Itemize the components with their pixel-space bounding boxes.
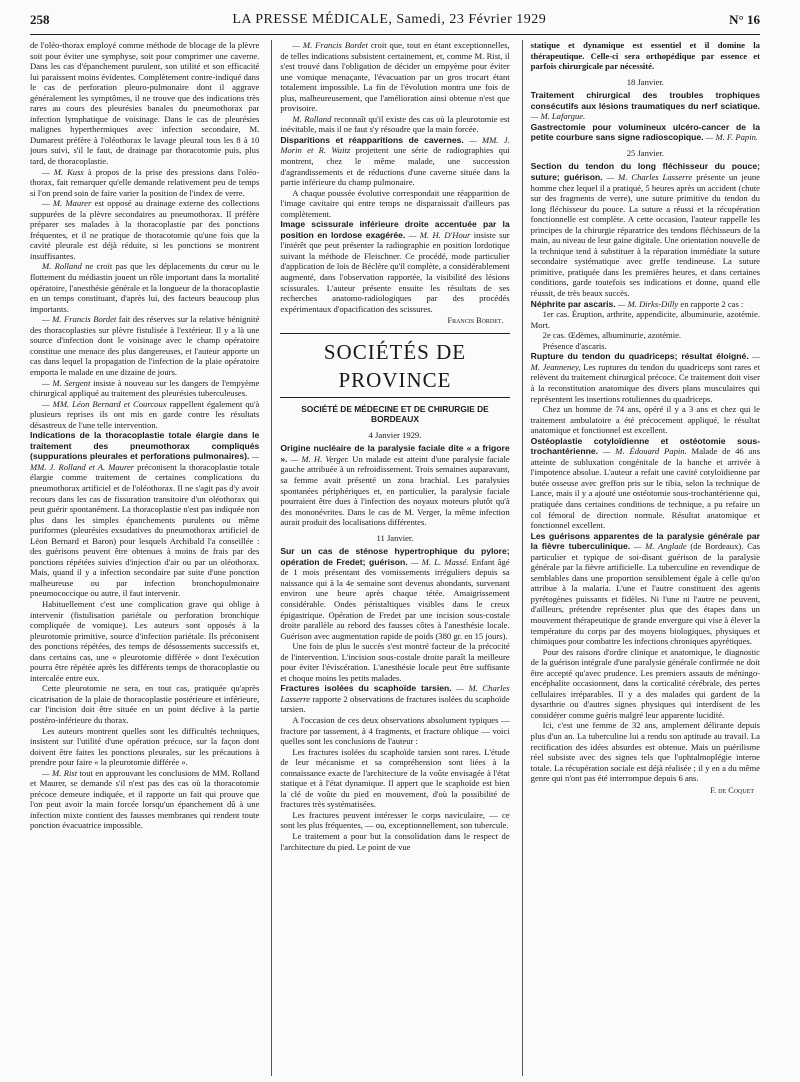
paragraph-text: présente un jeune homme chez lequel il a pratiqué, 5 heures après un accident (chute sur des fragments de verre), une suture primitive du tendon du long fléchisseur du pouce. La suture a réussi et la récupération fonctionnelle est complète. A cette occasion, l'auteur rappelle les principes de la chirurgie réparatrice des tendons fléchisseurs de la main, au niveau de leur gaine digitale. Une orientation nouvelle de la technique tend à substituer à la réparation immédiate la suture secondaire systématique avec greffe tendineuse. La suture primitive, pratiquée dans les premières heures, et dans certaines conditions, garde toutefois ses indications et donne, quand elle réussit, de très beaux succès. <box>530 172 760 299</box>
paragraph-text: 2e cas. Œdèmes, albuminurie, azotémie. <box>542 330 682 341</box>
paragraph-text: Les ruptures du tendon du quadriceps sont rares et relèvent du traitement chirurgical précoce. Ce traitement doit viser à la reconstitution anatomique des divers plans musculaires qui représentent les insertions rotuliennes du quadriceps. <box>530 361 760 404</box>
session-date: 4 Janvier 1929. <box>368 429 422 440</box>
author-names: — MM. J. Morin et R. Waitz <box>280 134 510 156</box>
paragraph <box>531 40 760 72</box>
paragraph-text: à propos de la prise des pressions dans l'oléo-thorax, fait remarquer qu'elle demande relativement peu de temps si l'on prend soin de faire varier la position de l'index de verre. <box>30 166 260 198</box>
paragraph-text: statique et dynamique est essentiel et il domine la thérapeutique. Celle-ci sera orthopédique par essence et parfois chirurgicale par nécessité. <box>530 40 760 72</box>
paragraph <box>280 40 509 114</box>
author-names: M. Rolland <box>42 261 82 272</box>
communication-title: Gastrectomie pour volumineux ulcéro-cancer de la petite courbure sans signe radioscopique. <box>530 121 760 143</box>
author-names: — M. H. Verger. <box>287 453 350 464</box>
author-names: — M. Sergent <box>42 377 91 388</box>
communication-paragraph <box>531 299 760 310</box>
paragraph-text: de l'oléo-thorax employé comme méthode de blocage de la plèvre soit pour éviter une symphyse, soit pour comprimer une caverne. Dans les cas d'épanchement purulent, son utilité et son efficacité lui paraissent moins évidentes. Complètement contre-indiqué dans le cas de perforation pleuro-pulmonaire dont il aggrave généralement les symptômes, il ne trouve que des indications très rares au cours des pleurésies banales du pneumothorax par infection lymphatique de voisinage. Dans le cas de pleurésies malignes hyperthermiques avec infection secondaire, M. Dumarest préfère à l'oléothorax le lavage pleural tous les 8 à 10 jours suivi, s'il le faut, de drainage par thoracotomie puis, plus tard, de thoracoplastie. <box>30 40 260 167</box>
running-header <box>30 6 760 34</box>
session-date: 11 Janvier. <box>376 532 414 543</box>
paragraph-text: projettent une série de radiographies qui montrent, chez le même malade, une succession d'agrandissements et de réductions d'une caverne située dans la partie inférieure du champ pulmonaire. <box>280 145 510 188</box>
communication-title: Image scissurale inférieure droite accentuée par la position en lordose exagérée. <box>280 219 510 240</box>
paragraph-text: Un malade est atteint d'une paralysie faciale gauche attribuée à un refroidissement. Trois semaines auparavant, sa femme avait présenté un zona brachial. Les paralysies spontanées périphériques et, en particulier, la paralysie faciale pourraient être dues à l'infection des noyaux moteurs plutôt qu'à des mononévrites. Dans le cas de M. Verger, la même infection aurait produit des localisations différentes. <box>280 453 510 528</box>
communication-title: Ostéoplastie cotyloïdienne et ostéotomie sous-trochantérienne. <box>530 435 760 457</box>
paragraph <box>280 641 509 683</box>
communication-paragraph <box>280 443 509 527</box>
paragraph-text: Présence d'ascaris. <box>542 340 607 351</box>
paragraph <box>280 188 509 220</box>
paragraph-text: ne croit pas que les déplacements du cœur ou le flottement du médiastin jouent un rôle important dans la mortalité opératoire, l'anesthésie générale et la longueur de la thoracoplastie en un temps constituant, d'après lui, des facteurs beaucoup plus importants. <box>30 261 260 314</box>
issue-number: N° 16 <box>729 12 760 27</box>
paragraph <box>30 261 259 314</box>
paragraph-text: Le traitement a pour but la consolidation dans le respect de l'architecture du pied. Le point de vue <box>280 831 510 852</box>
paragraph <box>531 341 760 352</box>
author-names: — M. Dirks-Dilly <box>615 298 679 309</box>
paragraph <box>531 330 760 341</box>
author-names: — M. L. Massé. <box>407 556 469 567</box>
paragraph <box>30 378 259 399</box>
paragraph <box>531 647 760 721</box>
column-1 <box>30 40 259 1076</box>
paragraph <box>280 747 509 810</box>
paragraph <box>280 114 509 135</box>
paragraph <box>280 831 509 852</box>
communication-title: Sur un cas de sténose hypertrophique du pylore; opération de Fredet; guérison. <box>280 546 510 567</box>
communication-title: Origine nucléaire de la paralysie faciale dite « a frigore ». <box>280 443 510 464</box>
paragraph-text: Les fractures isolées du scaphoïde tarsien sont rares. L'étude de leur mécanisme et sa compréhension sont liées à la connaissance exacte de l'architecture de la voûte envisagée à l'état statique et à l'état dynamique. Il appert que le scaphoïde est bien la clé de voûte du pied en mouvement, d'où la possibilité de fractures très systématisées. <box>280 746 510 810</box>
communication-paragraph <box>531 351 760 404</box>
author-names: — M. F. Papin. <box>703 132 759 143</box>
paragraph-text: est opposé au drainage externe des collections suppurées de la plèvre secondaires au pneumothorax. Il préfère préparer ses malades à la thoracoplastie par des ponctions fréquentes, et il ne pratique de thoracotomie qu'une fois que la cavité pleurale est déjà réduite, si les ponctions se montrent insuffisantes. <box>30 198 260 261</box>
communication-paragraph <box>280 546 509 641</box>
paragraph <box>531 404 760 436</box>
author-names: — M. Francis Bordet <box>292 40 368 50</box>
paragraph-text: A chaque poussée évolutive correspondait une réapparition de l'image cavitaire qui entre temps ne disparaissait d'ailleurs pas complètement. <box>280 187 510 219</box>
paragraph-text: en rapporte 2 cas : <box>678 298 744 309</box>
paragraph <box>30 198 259 261</box>
paragraph-text: tout en approuvant les conclusions de MM. Rolland et Maurer, se demande s'il n'est pas des cas où la thoracotomie précoce demeure indiquée, et il rapporte un fait qui prouve que l'on peut avoir la main forcée lorsqu'un épanchement dû à une infection mixte contient des fausses membranes qui rendent toute ponction évacuatrice impossible. <box>30 767 260 831</box>
communication-title: Traitement chirurgical des troubles trophiques consécutifs aux lésions traumatiques du nerf sciatique. <box>530 90 760 111</box>
paragraph-text: Les fractures peuvent intéresser le corps naviculaire, — ce sont les plus fréquentes, — ou, exceptionnellement, son tubercule. <box>280 809 510 831</box>
paragraph-text: A l'occasion de ces deux observations absolument typiques — fracture par tassement, à 4 fragments, et fracture oblique — voici quelles sont les conclusions de l'auteur : <box>280 714 510 747</box>
author-names: — MM. Léon Bernard et Courcoux <box>42 398 167 409</box>
communication-title: Les guérisons apparentes de la paralysie générale par la fièvre tuberculinique. <box>530 530 760 552</box>
communication-paragraph <box>30 430 259 599</box>
communication-title: Section du tendon du long fléchisseur du pouce; suture; guérison. <box>530 161 760 183</box>
communication-paragraph <box>531 161 760 298</box>
section-banner <box>280 333 509 398</box>
header-rule <box>30 34 760 35</box>
session-date: 18 Janvier. <box>626 76 664 87</box>
paragraph <box>30 599 259 683</box>
author-names: — M. Kuss <box>42 166 84 177</box>
communication-paragraph <box>531 122 760 143</box>
paragraph-text: reconnaît qu'il existe des cas où la pleurotomie est inévitable, mais il ne faut s'y résoudre que la main forcée. <box>280 113 510 135</box>
communication-paragraph <box>531 436 760 531</box>
paragraph-text: Malade de 46 ans atteinte de subluxation congénitale de la hanche et arrivée à l'impotence absolue. L'auteur a refait une cavité cotyloïdienne par butée osseuse avec greffon pris sur le tibia, selon la technique de Lance, mais il y a ajouté une ostéotomie sous-trochantérienne qui, pratiquée dans certaines conditions de technique, a pu refaire un col fémoral de direction normale. Résultat anatomique et fonctionnel excellent. <box>530 446 760 531</box>
paragraph <box>30 726 259 768</box>
author-names: — M. Édouard Papin. <box>598 446 687 457</box>
author-names: — M. Anglade <box>630 541 687 552</box>
paragraph <box>280 715 509 747</box>
paragraph <box>30 683 259 725</box>
author-signature: F. de Coquet <box>710 785 754 795</box>
communication-paragraph <box>531 90 760 122</box>
running-title: LA PRESSE MÉDICALE, Samedi, 23 Février 1929 <box>232 12 547 27</box>
paragraph-text: insiste sur l'intérêt que peut présenter la radiographie en position lordotique suivant la méthode de Fleischner. Ce procédé, mode particulier d'application de lois de Béclère qu'il complète, a considérablement augmenté, dans l'observation rapportée, la visibilité des lésions scissurales. L'auteur présente ensuite les résultats de ses recherches anatomo-radiologiques par des procédés expérimentaux d'opacification des scissures. <box>280 229 510 314</box>
author-names: — M. Rist <box>42 767 78 778</box>
page-number: 258 <box>30 12 50 27</box>
communication-paragraph <box>531 531 760 647</box>
author-names: — M. Lafargue. <box>530 111 586 122</box>
paragraph-text: Une fois de plus le succès s'est montré facteur de la précocité de l'intervention. L'incision sous-costale droite paraît la meilleure pour éviter l'éviscération. L'anesthésie locale peut être suffisante et choque moins les petits malades. <box>280 641 510 683</box>
paragraph <box>531 720 760 783</box>
communication-title: Néphrite par ascaris. <box>530 298 616 309</box>
paragraph-text: Habituellement c'est une complication grave qui oblige à intervenir (fistulisation pariétale ou perforation bronchique compliquée de vomique). Les auteurs sont opposés à la pleurotomie primitive, source d'infection pariétale. Ils préconisent des ponctions répétées, des temps de désossements successifs et, dans certains cas, une « pleurotomie différée » dont l'exécution pourra être répétée après les différents temps de thoracoplastie ou intercalée entre eux. <box>30 598 260 683</box>
author-names: — M. Jeanneney, <box>530 351 760 372</box>
paragraph <box>30 40 259 167</box>
paragraph-text: Enfant âgé de 1 mois présentant des vomissements irréguliers depuis sa naissance qui à la 4e semaine sont devenus abondants, survenant environ une heure après chaque tétée. Amaigrissement considérable. Ondes péristaltiques visibles dans le creux épigastrique. Opération de Fredet par une incision sous-costale droite parallèle au rebord des fausses côtes à l'anesthésie locale. Guérison avec augmentation rapide de poids (380 gr. en 15 jours). <box>280 556 510 641</box>
paragraph-text: Pour des raisons d'ordre clinique et anatomique, le diagnostic de la guérison intégrale d'une paralysie générale confirmée ne doit être accepté qu'avec prudence. Les premiers assauts de méningo-encéphalite occasionnent, dans la corticalité cérébrale, des pertes cellulaires irréparables. Il y a des malades qui gardent de la dysarthrie ou d'autres signes physiques qui interdisent de les considérer comme guéris malgré leur apparente lucidité. <box>530 646 760 720</box>
paragraph <box>531 309 760 330</box>
communication-title: Fractures isolées du scaphoïde tarsien. <box>280 683 452 694</box>
author-names: — MM. J. Rolland et A. Maurer <box>30 451 260 472</box>
section-title: SOCIÉTÉS DE PROVINCE <box>323 339 467 392</box>
column-3 <box>522 40 760 1076</box>
paragraph-text: Les auteurs montrent quelles sont les difficultés techniques, insistent sur l'utilité d'une opération précoce, sur la façon dont doivent être faites les ponctions pleurales, sur les précautions à prendre pour faire « la pleurotomie différée ». <box>30 725 260 768</box>
session-date: 25 Janvier. <box>626 147 664 158</box>
paragraph-text: 1er cas. Éruption, arthrite, appendicite, albuminurie, azotémie. Mort. <box>530 309 760 330</box>
paragraph <box>280 810 509 831</box>
paragraph <box>30 167 259 199</box>
paragraph-text: fait des réserves sur la relative bénignité des thoracoplasties sur plèvre fistulisée à l'extérieur. Il y a là une source d'infection dont le voisinage avec le champ opératoire constitue une menace des plus dangereuses, et l'auteur apporte un cas dans lequel la propagation de l'infection de la plaie opératoire emporta le malade en une dizaine de jours. <box>30 314 260 377</box>
author-names: — M. Francis Bordet <box>42 314 117 325</box>
author-signature: Francis Bordet. <box>447 316 504 326</box>
author-names: — M. Charles Lasserre <box>602 172 693 183</box>
author-names: — M. Maurer <box>42 198 92 209</box>
paragraph-text: rappellent également qu'à plusieurs reprises ils ont mis en garde contre les résultats désastreux de l'une telle intervention. <box>30 398 260 430</box>
paragraph-text: rapporte 2 observations de fractures isolées du scaphoïde tarsien. <box>280 693 510 715</box>
author-names: M. Rolland <box>292 113 332 124</box>
paragraph <box>30 768 259 831</box>
paragraph <box>30 399 259 431</box>
column-2 <box>271 40 509 1076</box>
communication-paragraph <box>280 135 509 188</box>
communication-title: Rupture du tendon du quadriceps; résultat éloigné. <box>530 351 749 362</box>
paragraph-text: Chez un homme de 74 ans, opéré il y a 3 ans et chez qui le traitement ambulatoire a été précocement appliqué, le résultat anatomique et fonctionnel est excellent. <box>530 404 760 436</box>
author-names: — M. H. D'Hour <box>405 229 471 240</box>
paragraph-text: (de Bordeaux). Cas particulier et typique de soi-disant guérison de la paralysie générale par la fièvre artificielle. La tuberculine en revendique de semblables dans une proportion sensiblement égale à celle qu'on attribue à la malaria. L'une et l'autre constituent des agents pyrétogènes puissants et fidèles. Ni l'une ni l'autre ne peuvent, d'ailleurs, prétendre représenter plus que des étapes dans un mouvement thérapeutique de grande envergure qui vise à élever la température du corps par des moyens biologiques, physiques et chimiques pour combattre les infections chroniques apyrétiques. <box>530 541 760 647</box>
communication-paragraph <box>280 219 509 314</box>
paragraph-text: croit que, tout en étant exceptionnelles, de telles indications subsistent certainement, et, comme M. Rist, il s'est trouvé dans l'obligation de décider un empyème pour éviter une vomique menaçante, l'évacuation par un gros trocart étant totalement impossible. La fin de l'évolution montra une fois de plus, malheureusement, que l'amélioration ainsi obtenue n'est que provisoire. <box>280 40 510 114</box>
communication-title: Indications de la thoracoplastie totale élargie dans le traitement des pneumothorax compliqués (suppurations pleurales et perforations pulmonaires). <box>30 430 260 462</box>
communication-paragraph <box>280 683 509 715</box>
article-columns <box>30 40 760 1076</box>
communication-title: Disparitions et réapparitions de cavernes. <box>280 134 464 145</box>
author-names: — M. Charles Lasserre <box>280 683 510 704</box>
paragraph-text: Ici, c'est une femme de 32 ans, amplement délirante depuis plus d'un an. La tuberculine lui a rendu son aptitude au travail. La rectification des idées absurdes est obtenue. Mais un puérilisme réel subsiste avec des signes tels que l'ophtalmoplégie interne totale. La récupération sociale est déjà réalisée ; il y en a du même genre qui n'ont pas été interrompue depuis 6 ans. <box>530 720 760 784</box>
paragraph-text: Cette pleurotomie ne sera, en tout cas, pratiquée qu'après cicatrisation de la plaie de thoracoplastie postérieure et inférieure, car l'incision doit être située en un point déclive à la partie postéro-inférieure du thorax. <box>30 683 260 725</box>
society-title: SOCIÉTÉ DE MÉDECINE ET DE CHIRURGIE DE BORDEAUX <box>301 403 489 425</box>
paragraph <box>30 314 259 377</box>
paragraph-text: insiste à nouveau sur les dangers de l'empyème chirurgical appliqué au traitement des pleurésies tuberculeuses. <box>30 377 260 399</box>
paragraph-text: préconisent la thoracoplastie totale élargie comme traitement de certaines complications du pneumothorax artificiel et de l'oléothorax. Il ne s'agit pas d'y avoir recours dans les cas de fissuration transitoire d'un oléothorax qui peut guérir spontanément. La thoracoplastie n'est pas indiquée non plus dans les simples épanchements purulents ou même puriformes (pleurésies exsudatives du pneumothorax artificiel de Léon Bernard et Baron) pour lesquels Archibald l'a conseillée : des guérisons peuvent être obtenues à moins de frais par des ponctions répétées suivies d'injection d'air ou par un oléothorax. Mais, quand il y a infection secondaire par suite d'une ponction malheureuse ou par infection bronchopulmonaire pneumococcique ou autre, il faut intervenir. <box>30 461 260 599</box>
